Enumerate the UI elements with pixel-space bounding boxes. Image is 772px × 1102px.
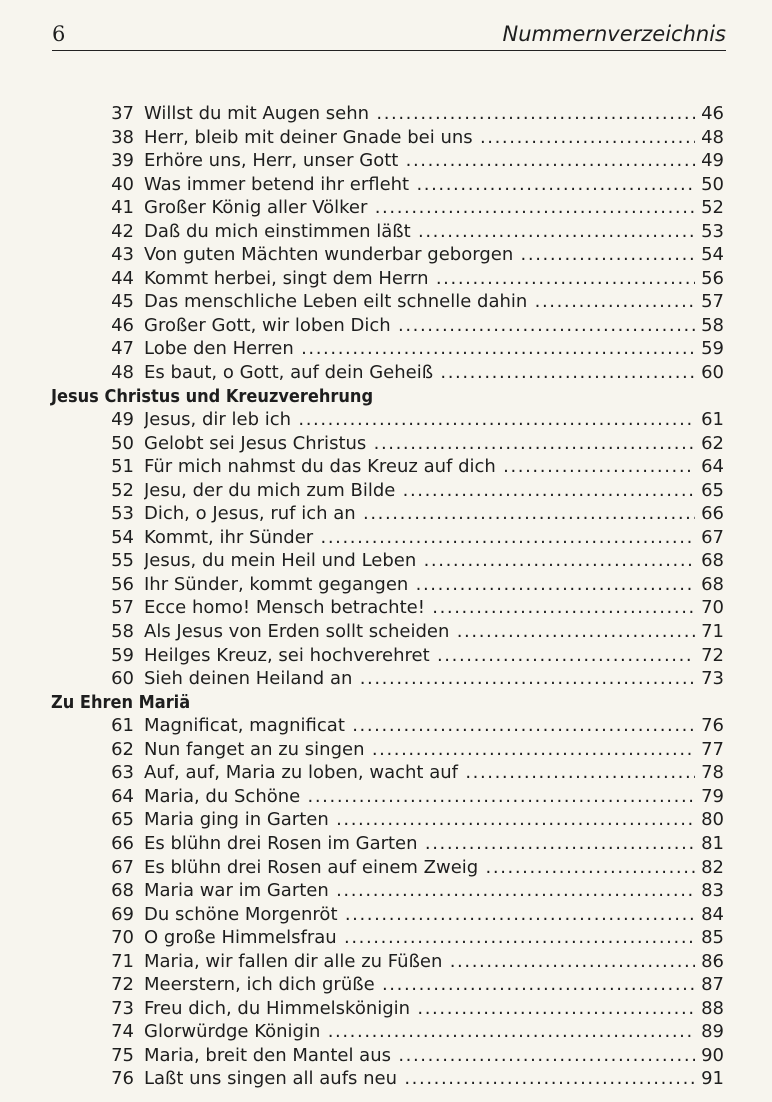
page-reference: 65 <box>695 479 724 503</box>
song-number: 55 <box>111 550 134 572</box>
page-reference: 59 <box>695 337 724 361</box>
page-reference: 72 <box>695 644 724 668</box>
running-title: Nummernverzeichnis <box>502 22 726 46</box>
song-title: Maria, breit den Mantel aus ..... <box>144 1044 724 1068</box>
song-number: 72 <box>111 974 134 996</box>
song-title: Erhöre uns, Herr, unser Gott ..... <box>144 149 724 173</box>
song-number: 54 <box>111 526 134 548</box>
toc-entry <box>0 832 772 856</box>
song-title: Als Jesus von Erden sollt scheiden ..... <box>144 620 724 644</box>
song-number: 66 <box>111 832 134 854</box>
toc-entry <box>0 196 772 220</box>
song-title: Es blühn drei Rosen auf einem Zweig ..... <box>144 856 724 880</box>
song-title: O große Himmelsfrau ..... <box>144 926 724 950</box>
section-heading: Zu Ehren Mariä <box>51 691 191 713</box>
toc-entry <box>0 903 772 927</box>
song-number: 68 <box>111 880 134 902</box>
page-reference: 49 <box>695 149 724 173</box>
song-number: 49 <box>111 409 134 431</box>
song-title: Nun fanget an zu singen ..... <box>144 738 724 762</box>
page-reference: 53 <box>695 220 724 244</box>
song-number: 46 <box>111 314 134 336</box>
song-number: 56 <box>111 573 134 595</box>
toc-entry <box>0 950 772 974</box>
song-number: 69 <box>111 903 134 925</box>
page-reference: 68 <box>695 549 724 573</box>
song-title: Jesus, du mein Heil und Leben ..... <box>144 549 724 573</box>
page-reference: 57 <box>695 290 724 314</box>
song-number: 48 <box>111 362 134 384</box>
song-title: Großer Gott, wir loben Dich ..... <box>144 314 724 338</box>
page-reference: 88 <box>695 997 724 1021</box>
song-number: 58 <box>111 621 134 643</box>
page-reference: 71 <box>695 620 724 644</box>
song-number: 76 <box>111 1068 134 1090</box>
toc-entry <box>0 620 772 644</box>
song-number: 44 <box>111 267 134 289</box>
page-reference: 58 <box>695 314 724 338</box>
song-number: 71 <box>111 950 134 972</box>
toc-entry <box>0 267 772 291</box>
page-reference: 46 <box>695 102 724 126</box>
song-number: 57 <box>111 597 134 619</box>
song-number: 41 <box>111 197 134 219</box>
toc-entry <box>0 337 772 361</box>
page-reference: 87 <box>695 973 724 997</box>
toc-entry <box>0 1067 772 1091</box>
page-reference: 83 <box>695 879 724 903</box>
song-title: Es baut, o Gott, auf dein Geheiß ..... <box>144 361 724 385</box>
song-title: Von guten Mächten wunderbar geborgen ..... <box>144 243 724 267</box>
page-reference: 86 <box>695 950 724 974</box>
toc-entry <box>0 479 772 503</box>
toc-entry <box>0 314 772 338</box>
page-reference: 56 <box>695 267 724 291</box>
toc-entry <box>0 290 772 314</box>
song-number: 53 <box>111 503 134 525</box>
song-number: 62 <box>111 738 134 760</box>
page-header <box>52 20 726 51</box>
page-reference: 84 <box>695 903 724 927</box>
toc-entry <box>0 526 772 550</box>
page-reference: 50 <box>695 173 724 197</box>
toc-entry <box>0 879 772 903</box>
page-number: 6 <box>52 22 66 46</box>
song-title: Kommt, ihr Sünder ..... <box>144 526 724 550</box>
page-reference: 54 <box>695 243 724 267</box>
page-reference: 80 <box>695 808 724 832</box>
toc-entry <box>0 926 772 950</box>
song-title: Maria ging in Garten ..... <box>144 808 724 832</box>
song-title: Heilges Kreuz, sei hochverehret ..... <box>144 644 724 668</box>
song-number: 67 <box>111 856 134 878</box>
toc-entry <box>0 596 772 620</box>
toc-entry <box>0 667 772 691</box>
page-reference: 52 <box>695 196 724 220</box>
toc-entry <box>0 432 772 456</box>
page-reference: 77 <box>695 738 724 762</box>
song-title: Lobe den Herren ..... <box>144 337 724 361</box>
song-title: Maria, du Schöne ..... <box>144 785 724 809</box>
page-reference: 91 <box>695 1067 724 1091</box>
song-title: Magnificat, magnificat ..... <box>144 714 724 738</box>
song-number: 65 <box>111 809 134 831</box>
page-reference: 60 <box>695 361 724 385</box>
toc-entry <box>0 714 772 738</box>
toc-entry <box>0 126 772 150</box>
song-title: Freu dich, du Himmelskönigin ..... <box>144 997 724 1021</box>
song-title: Ihr Sünder, kommt gegangen ..... <box>144 573 724 597</box>
page-reference: 67 <box>695 526 724 550</box>
song-title: Herr, bleib mit deiner Gnade bei uns ..... <box>144 126 724 150</box>
song-title: Auf, auf, Maria zu loben, wacht auf ..... <box>144 761 724 785</box>
toc-entry <box>0 549 772 573</box>
song-number: 39 <box>111 150 134 172</box>
song-number: 74 <box>111 1021 134 1043</box>
song-number: 52 <box>111 479 134 501</box>
toc-entry <box>0 997 772 1021</box>
song-title: Kommt herbei, singt dem Herrn ..... <box>144 267 724 291</box>
song-number: 75 <box>111 1044 134 1066</box>
song-title: Maria, wir fallen dir alle zu Füßen ..... <box>144 950 724 974</box>
song-number: 38 <box>111 126 134 148</box>
page-reference: 76 <box>695 714 724 738</box>
song-number: 70 <box>111 927 134 949</box>
toc-entry <box>0 808 772 832</box>
song-title: Du schöne Morgenröt ..... <box>144 903 724 927</box>
page-reference: 66 <box>695 502 724 526</box>
section-heading: Jesus Christus und Kreuzverehrung <box>51 385 374 407</box>
page-reference: 68 <box>695 573 724 597</box>
song-number: 37 <box>111 103 134 124</box>
song-number: 42 <box>111 220 134 242</box>
page-reference: 90 <box>695 1044 724 1068</box>
table-of-contents <box>0 102 772 1091</box>
toc-entry <box>0 220 772 244</box>
page-reference: 82 <box>695 856 724 880</box>
page-reference: 89 <box>695 1020 724 1044</box>
page-reference: 64 <box>695 455 724 479</box>
song-title: Großer König aller Völker ..... <box>144 196 724 220</box>
page-reference: 79 <box>695 785 724 809</box>
toc-entry <box>0 973 772 997</box>
song-number: 47 <box>111 338 134 360</box>
song-title: Jesu, der du mich zum Bilde ..... <box>144 479 724 503</box>
song-title: Sieh deinen Heiland an ..... <box>144 667 724 691</box>
song-title: Es blühn drei Rosen im Garten ..... <box>144 832 724 856</box>
song-number: 45 <box>111 291 134 313</box>
song-title: Laßt uns singen all aufs neu ..... <box>144 1067 724 1091</box>
song-number: 43 <box>111 244 134 266</box>
song-title: Für mich nahmst du das Kreuz auf dich ..... <box>144 455 724 479</box>
song-number: 64 <box>111 785 134 807</box>
song-title: Das menschliche Leben eilt schnelle dahin ..... <box>144 290 724 314</box>
toc-entry <box>0 361 772 385</box>
toc-entry <box>0 761 772 785</box>
song-number: 51 <box>111 456 134 478</box>
song-number: 61 <box>111 715 134 737</box>
toc-entry <box>0 573 772 597</box>
page-reference: 78 <box>695 761 724 785</box>
song-number: 59 <box>111 644 134 666</box>
song-number: 60 <box>111 668 134 690</box>
song-title: Maria war im Garten ..... <box>144 879 724 903</box>
toc-entry <box>0 173 772 197</box>
toc-entry <box>0 102 772 126</box>
song-title: Jesus, dir leb ich ..... <box>144 408 724 432</box>
page-reference: 85 <box>695 926 724 950</box>
toc-entry <box>0 1020 772 1044</box>
song-title: Meerstern, ich dich grüße ..... <box>144 973 724 997</box>
page-reference: 62 <box>695 432 724 456</box>
page-reference: 48 <box>695 126 724 150</box>
song-title: Was immer betend ihr erfleht ..... <box>144 173 724 197</box>
song-title: Daß du mich einstimmen läßt ..... <box>144 220 724 244</box>
toc-entry <box>0 1044 772 1068</box>
toc-entry <box>0 856 772 880</box>
song-title: Glorwürdge Königin ..... <box>144 1020 724 1044</box>
toc-entry <box>0 455 772 479</box>
toc-entry <box>0 149 772 173</box>
song-title: Ecce homo! Mensch betrachte! ..... <box>144 596 724 620</box>
song-number: 63 <box>111 762 134 784</box>
toc-entry <box>0 785 772 809</box>
song-number: 50 <box>111 432 134 454</box>
song-title: Gelobt sei Jesus Christus ..... <box>144 432 724 456</box>
toc-entry <box>0 408 772 432</box>
toc-entry <box>0 502 772 526</box>
toc-entry <box>0 644 772 668</box>
toc-entry <box>0 243 772 267</box>
song-title: Willst du mit Augen sehn ..... <box>144 102 724 126</box>
page-reference: 70 <box>695 596 724 620</box>
page-reference: 61 <box>695 408 724 432</box>
song-number: 73 <box>111 997 134 1019</box>
toc-entry <box>0 738 772 762</box>
page-reference: 73 <box>695 667 724 691</box>
song-number: 40 <box>111 173 134 195</box>
song-title: Dich, o Jesus, ruf ich an ..... <box>144 502 724 526</box>
page-reference: 81 <box>695 832 724 856</box>
